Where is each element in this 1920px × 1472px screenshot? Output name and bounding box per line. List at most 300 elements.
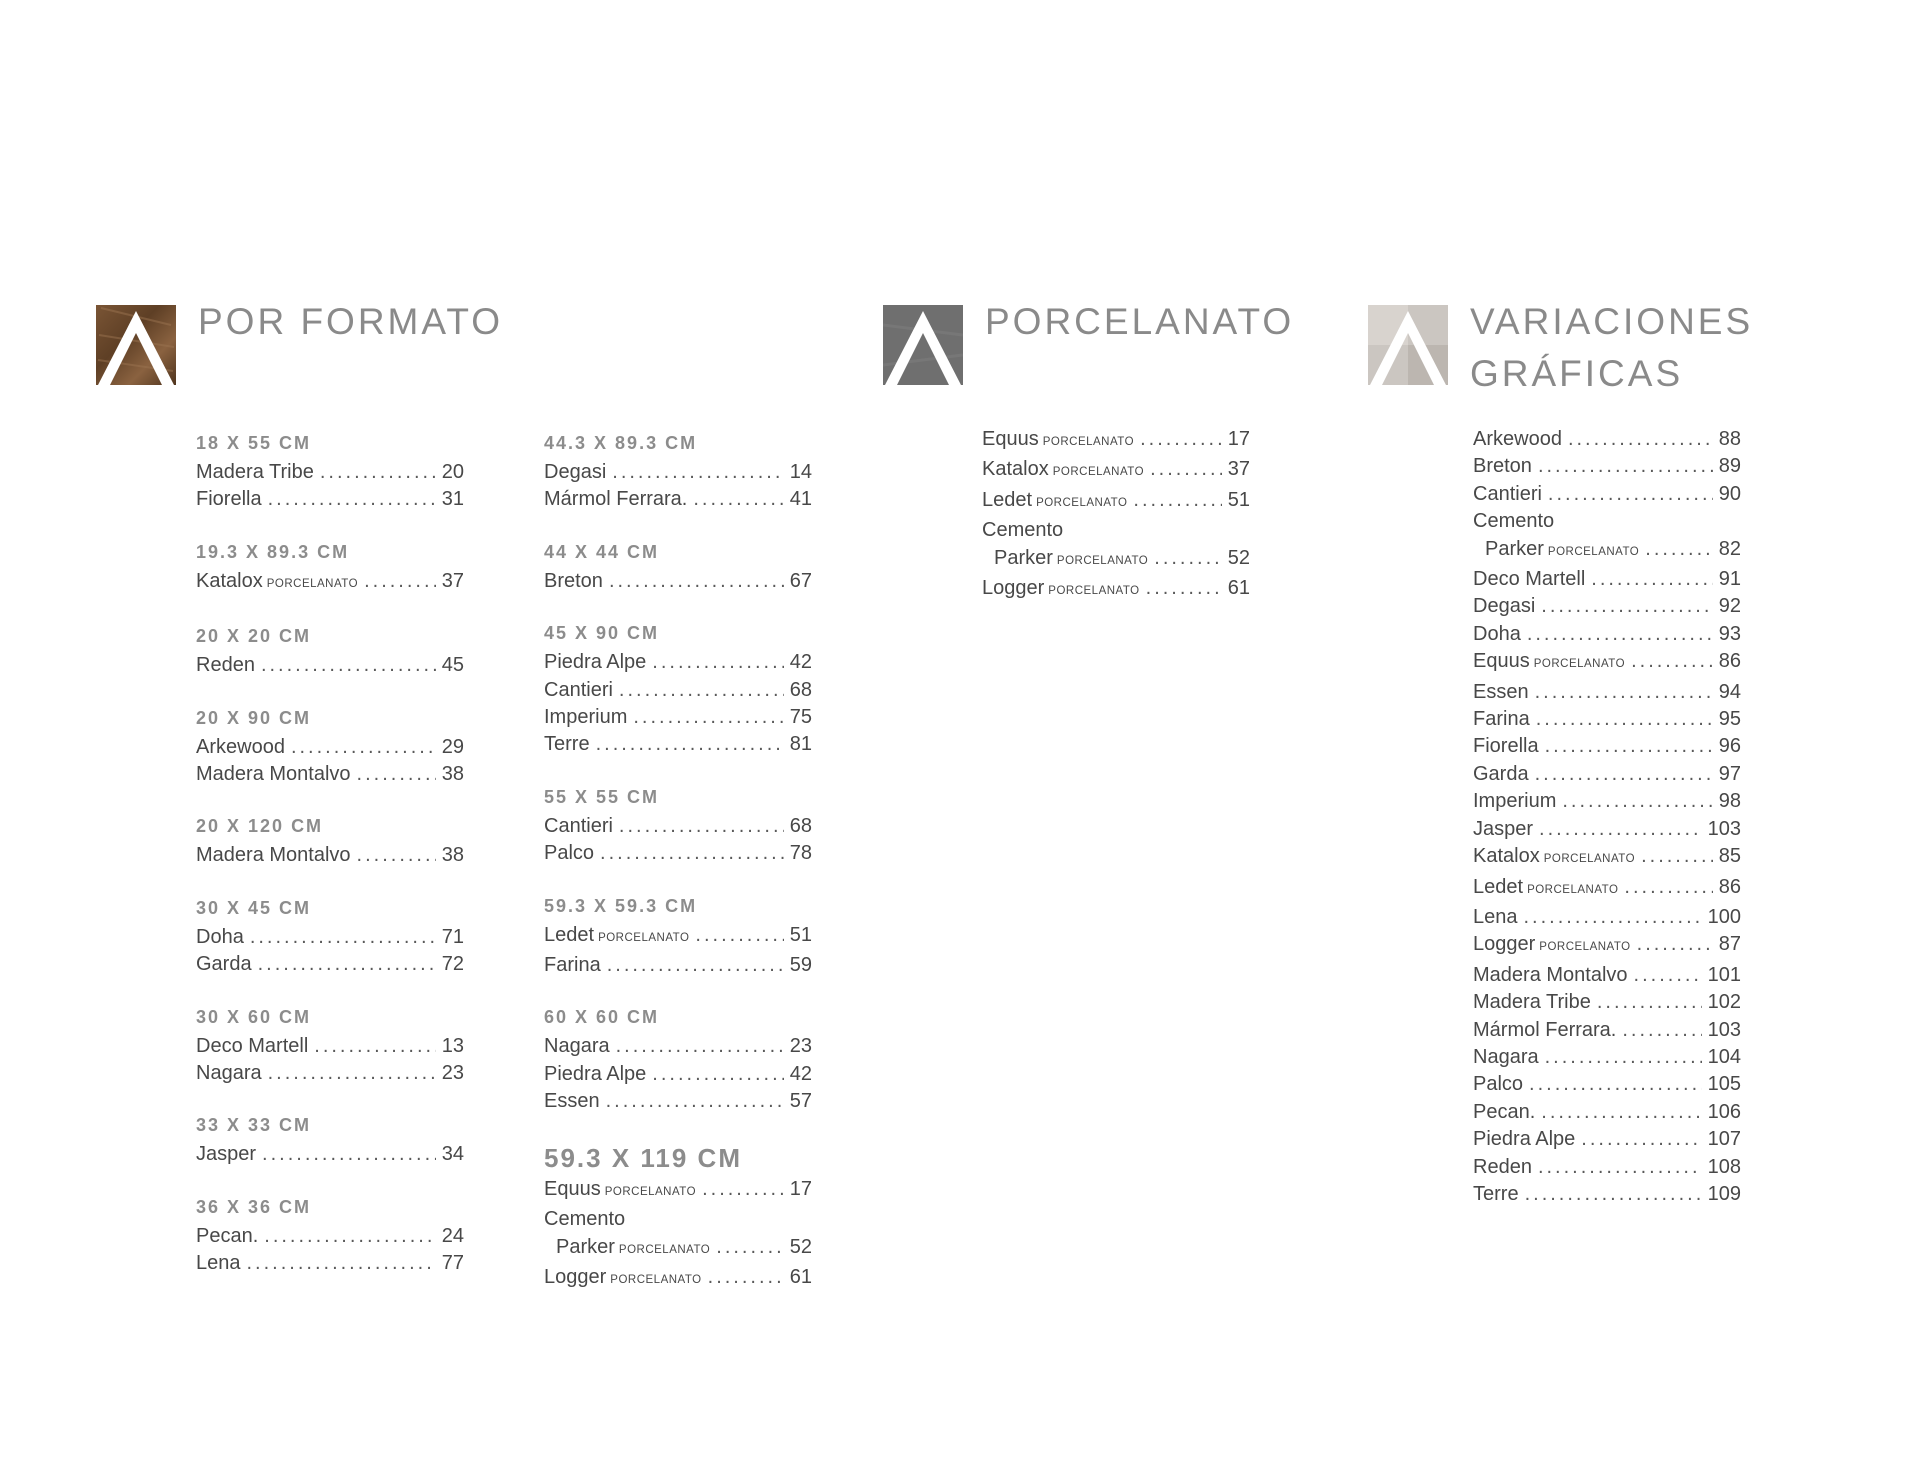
index-entry[interactable] xyxy=(1473,962,1741,989)
entry-tag: PORCELANATO xyxy=(1052,466,1145,479)
index-entry[interactable] xyxy=(544,568,812,595)
entry-page-number: 24 xyxy=(441,1224,464,1247)
dot-leader xyxy=(1641,843,1713,870)
index-entry[interactable] xyxy=(982,575,1250,605)
entry-name: Nagara xyxy=(544,1035,610,1058)
entry-name: Breton xyxy=(544,569,603,592)
size-heading: 36 X 36 CM xyxy=(196,1196,312,1217)
index-entry[interactable] xyxy=(1473,481,1741,508)
entry-page-number: 82 xyxy=(1718,537,1741,560)
entry-name: Degasi xyxy=(1473,595,1536,618)
entry-page-number: 23 xyxy=(789,1035,812,1058)
entry-page-number: 42 xyxy=(789,651,812,674)
dot-leader xyxy=(320,459,436,486)
entry-page-number: 57 xyxy=(789,1090,812,1113)
index-entry[interactable] xyxy=(196,652,464,679)
size-group xyxy=(544,1141,812,1295)
entry-name: Ledet xyxy=(982,488,1033,511)
entry-tag: PORCELANATO xyxy=(1539,941,1631,954)
dot-leader xyxy=(1150,456,1222,483)
entry-tag: PORCELANATO xyxy=(604,1185,697,1198)
size-group xyxy=(544,620,812,759)
index-entry[interactable] xyxy=(1473,508,1741,535)
entry-name: Palco xyxy=(1473,1073,1524,1096)
light-triangle-logo-icon xyxy=(1368,305,1448,385)
size-heading: 18 X 55 CM xyxy=(196,433,312,453)
entry-name: Fiorella xyxy=(196,488,262,511)
entry-name: Deco Martell xyxy=(196,1034,309,1057)
dot-leader xyxy=(1581,1126,1701,1153)
size-heading: 45 X 90 CM xyxy=(544,623,660,644)
index-entry[interactable] xyxy=(1473,1099,1741,1126)
entry-page-number: 89 xyxy=(1718,455,1741,478)
entry-page-number: 94 xyxy=(1718,680,1741,703)
entry-page-number: 71 xyxy=(441,925,464,948)
entry-name: Ledet xyxy=(1473,875,1524,898)
dot-leader xyxy=(1637,931,1713,958)
dot-leader xyxy=(1527,621,1713,648)
dot-leader xyxy=(268,486,436,513)
index-entry[interactable] xyxy=(1473,874,1741,904)
entry-tag: PORCELANATO xyxy=(266,577,359,590)
dot-leader xyxy=(357,761,436,788)
index-entry[interactable] xyxy=(1473,1181,1741,1208)
index-entry[interactable] xyxy=(1473,453,1741,480)
entry-page-number: 67 xyxy=(789,569,812,592)
entry-name: Lena xyxy=(196,1252,241,1275)
entry-page-number: 100 xyxy=(1707,905,1741,928)
dot-leader xyxy=(261,652,436,679)
entry-name: Katalox xyxy=(982,458,1049,481)
dot-leader xyxy=(1645,536,1712,563)
entry-page-number: 86 xyxy=(1718,875,1741,898)
index-entry[interactable] xyxy=(982,487,1250,517)
entry-page-number: 77 xyxy=(441,1252,464,1275)
entry-tag: PORCELANATO xyxy=(1042,436,1135,448)
entry-page-number: 85 xyxy=(1718,845,1741,868)
entry-page-number: 72 xyxy=(441,953,464,976)
dot-leader xyxy=(693,486,783,513)
dot-leader xyxy=(1525,1181,1702,1208)
index-entry[interactable] xyxy=(196,1033,464,1060)
index-entry[interactable] xyxy=(544,1033,812,1060)
entry-page-number: 87 xyxy=(1718,933,1741,956)
entry-page-number: 101 xyxy=(1707,963,1741,986)
entry-name: Doha xyxy=(1473,622,1521,645)
size-heading: 20 X 20 CM xyxy=(196,626,312,647)
entry-name: Madera Tribe xyxy=(196,461,314,483)
index-entry[interactable] xyxy=(1473,593,1741,620)
dot-leader xyxy=(1634,962,1702,989)
size-heading: 59.3 X 119 CM xyxy=(544,1142,742,1173)
entry-name: Pecan. xyxy=(196,1224,259,1247)
entry-page-number: 34 xyxy=(441,1143,464,1166)
dot-leader xyxy=(1133,487,1221,514)
index-entry[interactable] xyxy=(1473,1154,1741,1181)
entry-name: Arkewood xyxy=(196,735,285,758)
index-entry[interactable] xyxy=(1473,536,1741,566)
entry-page-number: 45 xyxy=(441,654,464,677)
index-entry[interactable] xyxy=(544,486,812,513)
entry-page-number: 37 xyxy=(441,569,464,592)
entry-page-number: 75 xyxy=(789,706,812,729)
dot-leader xyxy=(600,840,784,867)
index-entry[interactable] xyxy=(196,734,464,761)
index-entry[interactable] xyxy=(1473,761,1741,788)
entry-name: Equus xyxy=(982,428,1039,450)
dot-leader xyxy=(616,1033,784,1060)
dot-leader xyxy=(268,1060,436,1087)
dot-leader xyxy=(357,842,436,869)
index-entry[interactable] xyxy=(544,952,812,979)
size-group xyxy=(544,1004,812,1115)
dot-leader xyxy=(1622,1017,1701,1044)
entry-name: Pecan. xyxy=(1473,1100,1536,1123)
dot-leader xyxy=(716,1234,783,1261)
entry-page-number: 88 xyxy=(1718,428,1741,450)
index-entry[interactable] xyxy=(196,761,464,788)
entry-name: Cemento xyxy=(1473,510,1555,533)
index-entry[interactable] xyxy=(544,1206,812,1233)
entry-name: Doha xyxy=(196,925,244,948)
entry-name: Cantieri xyxy=(1473,482,1542,505)
entry-name: Farina xyxy=(544,954,601,977)
entry-page-number: 42 xyxy=(789,1062,812,1085)
index-entry[interactable] xyxy=(196,1060,464,1087)
entry-page-number: 59 xyxy=(789,954,812,977)
entry-page-number: 92 xyxy=(1718,595,1741,618)
dot-leader xyxy=(607,952,784,979)
entry-tag: PORCELANATO xyxy=(1048,585,1140,598)
entry-name: Piedra Alpe xyxy=(1473,1128,1576,1151)
dot-leader xyxy=(1568,426,1713,453)
index-entry[interactable] xyxy=(982,545,1250,575)
size-heading: 60 X 60 CM xyxy=(544,1007,660,1028)
dot-leader xyxy=(1535,761,1713,788)
size-group xyxy=(196,813,464,869)
entry-name: Logger xyxy=(982,577,1045,600)
entry-page-number: 31 xyxy=(441,488,464,511)
size-group xyxy=(196,1112,464,1168)
size-group xyxy=(196,895,464,979)
dot-leader xyxy=(1541,1099,1701,1126)
index-entry[interactable] xyxy=(544,1061,812,1088)
entry-page-number: 78 xyxy=(789,842,812,865)
index-entry[interactable] xyxy=(1473,621,1741,648)
entry-name: Jasper xyxy=(1473,817,1534,840)
index-entry[interactable] xyxy=(1473,843,1741,873)
entry-tag: PORCELANATO xyxy=(610,1273,702,1286)
entry-page-number: 105 xyxy=(1707,1073,1741,1096)
dot-leader xyxy=(258,951,436,978)
entry-tag: PORCELANATO xyxy=(618,1243,711,1256)
dot-leader xyxy=(1591,566,1712,593)
index-entry[interactable] xyxy=(196,486,464,513)
dot-leader xyxy=(1538,453,1713,480)
entry-page-number: 38 xyxy=(441,844,464,867)
entry-name: Nagara xyxy=(1473,1045,1539,1068)
dot-leader xyxy=(1545,1044,1702,1071)
entry-page-number: 23 xyxy=(441,1062,464,1085)
size-heading: 20 X 120 CM xyxy=(196,816,324,837)
entry-page-number: 104 xyxy=(1707,1045,1741,1068)
entry-name: Mármol Ferrara. xyxy=(544,488,688,511)
entry-tag: PORCELANATO xyxy=(1527,883,1619,896)
dot-leader xyxy=(1624,874,1712,901)
entry-page-number: 52 xyxy=(789,1235,812,1258)
wood-triangle-logo-icon xyxy=(96,305,176,385)
dot-leader xyxy=(652,649,783,676)
size-heading: 33 X 33 CM xyxy=(196,1115,312,1136)
entry-name: Equus xyxy=(1473,650,1530,673)
entry-name: Garda xyxy=(1473,762,1529,785)
entry-tag: PORCELANATO xyxy=(1533,658,1626,671)
dot-leader xyxy=(619,813,784,840)
entry-name: Lena xyxy=(1473,905,1518,928)
entry-name: Nagara xyxy=(196,1062,262,1085)
index-entry[interactable] xyxy=(982,456,1250,486)
dot-leader xyxy=(1536,706,1713,733)
dot-leader xyxy=(1597,989,1702,1016)
index-entry[interactable] xyxy=(544,922,812,952)
index-entry[interactable] xyxy=(196,842,464,869)
entry-page-number: 81 xyxy=(789,733,812,756)
index-entry[interactable] xyxy=(544,459,812,486)
entry-name: Palco xyxy=(544,842,595,865)
index-entry[interactable] xyxy=(544,1234,812,1264)
entry-page-number: 106 xyxy=(1707,1100,1741,1123)
index-entry[interactable] xyxy=(1473,931,1741,961)
entry-name: Reden xyxy=(196,654,255,677)
index-entry[interactable] xyxy=(544,677,812,704)
index-entry[interactable] xyxy=(196,951,464,978)
entry-name: Farina xyxy=(1473,708,1530,731)
index-entry[interactable] xyxy=(1473,648,1741,678)
entry-page-number: 97 xyxy=(1718,762,1741,785)
entry-name: Jasper xyxy=(196,1143,257,1166)
entry-name: Essen xyxy=(544,1090,600,1113)
entry-page-number: 102 xyxy=(1707,991,1741,1014)
entry-name: Breton xyxy=(1473,455,1532,478)
dot-leader xyxy=(1538,1154,1702,1181)
dot-leader xyxy=(1631,648,1713,675)
section-title-porcelanato: PORCELANATO xyxy=(985,301,1295,342)
entry-page-number: 103 xyxy=(1707,817,1741,840)
dot-leader xyxy=(1562,788,1712,815)
entry-page-number: 91 xyxy=(1718,568,1741,591)
index-entry[interactable] xyxy=(196,1250,464,1277)
dot-leader xyxy=(1140,426,1222,453)
size-group xyxy=(196,705,464,789)
size-heading: 30 X 45 CM xyxy=(196,897,312,918)
dot-leader xyxy=(1539,816,1702,843)
entry-name: Equus xyxy=(544,1177,601,1200)
entry-tag: PORCELANATO xyxy=(598,931,690,944)
dot-leader xyxy=(596,731,784,758)
entry-name: Parker xyxy=(556,1235,615,1258)
entry-name: Terre xyxy=(544,733,590,756)
index-entry[interactable] xyxy=(196,1141,464,1168)
index-entry[interactable] xyxy=(544,649,812,676)
index-entry[interactable] xyxy=(544,1176,812,1206)
entry-name: Parker xyxy=(1485,537,1544,560)
size-group xyxy=(196,1004,464,1088)
section-title-por-formato: POR FORMATO xyxy=(198,301,504,342)
index-entry[interactable] xyxy=(544,813,812,840)
dot-leader xyxy=(1535,679,1713,706)
index-entry[interactable] xyxy=(1473,816,1741,843)
size-group xyxy=(544,430,812,514)
index-entry[interactable] xyxy=(1473,904,1741,931)
entry-tag: PORCELANATO xyxy=(1543,853,1636,866)
entry-name: Ledet xyxy=(544,923,595,946)
formato-column-2 xyxy=(544,430,812,1319)
entry-name: Madera Montalvo xyxy=(1473,963,1628,986)
index-entry[interactable] xyxy=(196,1223,464,1250)
entry-name: Madera Montalvo xyxy=(196,844,351,867)
entry-page-number: 41 xyxy=(789,488,812,511)
entry-page-number: 98 xyxy=(1718,790,1741,813)
dot-leader xyxy=(1529,1071,1702,1098)
size-heading: 30 X 60 CM xyxy=(196,1006,312,1027)
gray-triangle-logo-icon xyxy=(883,305,963,385)
dot-leader xyxy=(1548,481,1713,508)
entry-name: Parker xyxy=(994,546,1053,569)
entry-page-number: 52 xyxy=(1227,546,1250,569)
dot-leader xyxy=(606,1088,784,1115)
size-group xyxy=(196,430,464,514)
entry-page-number: 14 xyxy=(789,461,812,483)
entry-name: Madera Tribe xyxy=(1473,991,1591,1014)
index-entry[interactable] xyxy=(1473,1126,1741,1153)
size-heading: 59.3 X 59.3 CM xyxy=(544,895,698,916)
index-entry[interactable] xyxy=(1473,989,1741,1016)
variaciones-column xyxy=(1473,426,1741,1208)
index-entry[interactable] xyxy=(544,731,812,758)
entry-page-number: 96 xyxy=(1718,735,1741,758)
dot-leader xyxy=(633,704,783,731)
index-entry[interactable] xyxy=(544,1264,812,1294)
index-entry[interactable] xyxy=(544,1088,812,1115)
entry-page-number: 61 xyxy=(1227,577,1250,600)
entry-name: Logger xyxy=(544,1265,607,1288)
index-entry[interactable] xyxy=(1473,788,1741,815)
dot-leader xyxy=(695,922,783,949)
entry-name: Imperium xyxy=(544,706,628,729)
entry-name: Katalox xyxy=(1473,845,1540,868)
entry-name: Garda xyxy=(196,953,252,976)
entry-page-number: 68 xyxy=(789,814,812,837)
entry-page-number: 17 xyxy=(789,1177,812,1200)
formato-column-1 xyxy=(196,430,464,1303)
entry-page-number: 61 xyxy=(789,1265,812,1288)
entry-name: Piedra Alpe xyxy=(544,651,647,674)
entry-name: Imperium xyxy=(1473,790,1557,813)
entry-page-number: 108 xyxy=(1707,1155,1741,1178)
size-group xyxy=(196,623,464,679)
entry-tag: PORCELANATO xyxy=(1056,554,1149,567)
index-entry[interactable] xyxy=(196,459,464,486)
size-heading: 44.3 X 89.3 CM xyxy=(544,433,698,453)
entry-page-number: 51 xyxy=(789,923,812,946)
entry-name: Cemento xyxy=(544,1208,626,1231)
size-group xyxy=(544,893,812,980)
dot-leader xyxy=(314,1033,435,1060)
entry-page-number: 93 xyxy=(1718,622,1741,645)
index-entry[interactable] xyxy=(1473,679,1741,706)
entry-name: Cantieri xyxy=(544,814,613,837)
index-entry[interactable] xyxy=(1473,706,1741,733)
index-entry[interactable] xyxy=(544,704,812,731)
entry-name: Degasi xyxy=(544,461,607,483)
entry-page-number: 20 xyxy=(441,461,464,483)
size-heading: 19.3 X 89.3 CM xyxy=(196,541,350,562)
dot-leader xyxy=(364,568,436,595)
entry-tag: PORCELANATO xyxy=(1036,496,1128,509)
dot-leader xyxy=(262,1141,436,1168)
index-entry[interactable] xyxy=(982,517,1250,544)
index-entry[interactable] xyxy=(1473,733,1741,760)
dot-leader xyxy=(619,677,784,704)
index-entry[interactable] xyxy=(1473,426,1741,453)
entry-page-number: 29 xyxy=(441,735,464,758)
entry-tag: PORCELANATO xyxy=(1547,545,1640,558)
index-entry[interactable] xyxy=(1473,566,1741,593)
entry-name: Logger xyxy=(1473,933,1536,956)
entry-page-number: 86 xyxy=(1718,650,1741,673)
entry-page-number: 109 xyxy=(1707,1182,1741,1205)
dot-leader xyxy=(291,734,436,761)
index-entry[interactable] xyxy=(196,568,464,598)
size-heading: 20 X 90 CM xyxy=(196,707,312,728)
entry-name: Terre xyxy=(1473,1182,1519,1205)
porcelanato-column xyxy=(982,426,1250,605)
entry-name: Piedra Alpe xyxy=(544,1062,647,1085)
index-entry[interactable] xyxy=(544,840,812,867)
size-group xyxy=(544,539,812,595)
index-entry[interactable] xyxy=(1473,1017,1741,1044)
index-entry[interactable] xyxy=(1473,1071,1741,1098)
entry-name: Arkewood xyxy=(1473,428,1562,450)
size-heading: 44 X 44 CM xyxy=(544,541,660,562)
dot-leader xyxy=(702,1176,784,1203)
entry-name: Essen xyxy=(1473,680,1529,703)
size-group xyxy=(196,539,464,598)
dot-leader xyxy=(1541,593,1712,620)
index-entry[interactable] xyxy=(1473,1044,1741,1071)
section-title-variaciones-graficas: VARIACIONES GRÁFICAS xyxy=(1470,301,1754,394)
dot-leader xyxy=(250,924,436,951)
dot-leader xyxy=(1154,545,1221,572)
entry-name: Mármol Ferrara. xyxy=(1473,1018,1617,1041)
dot-leader xyxy=(264,1223,435,1250)
index-entry[interactable] xyxy=(196,924,464,951)
dot-leader xyxy=(1146,575,1222,602)
entry-name: Reden xyxy=(1473,1155,1532,1178)
entry-name: Cantieri xyxy=(544,678,613,701)
entry-page-number: 68 xyxy=(789,678,812,701)
dot-leader xyxy=(1545,733,1713,760)
size-group xyxy=(196,1194,464,1278)
dot-leader xyxy=(708,1264,784,1291)
entry-page-number: 90 xyxy=(1718,482,1741,505)
index-entry[interactable] xyxy=(982,426,1250,456)
dot-leader xyxy=(612,459,783,486)
entry-page-number: 95 xyxy=(1718,708,1741,731)
entry-name: Katalox xyxy=(196,569,263,592)
dot-leader xyxy=(609,568,784,595)
dot-leader xyxy=(247,1250,436,1277)
